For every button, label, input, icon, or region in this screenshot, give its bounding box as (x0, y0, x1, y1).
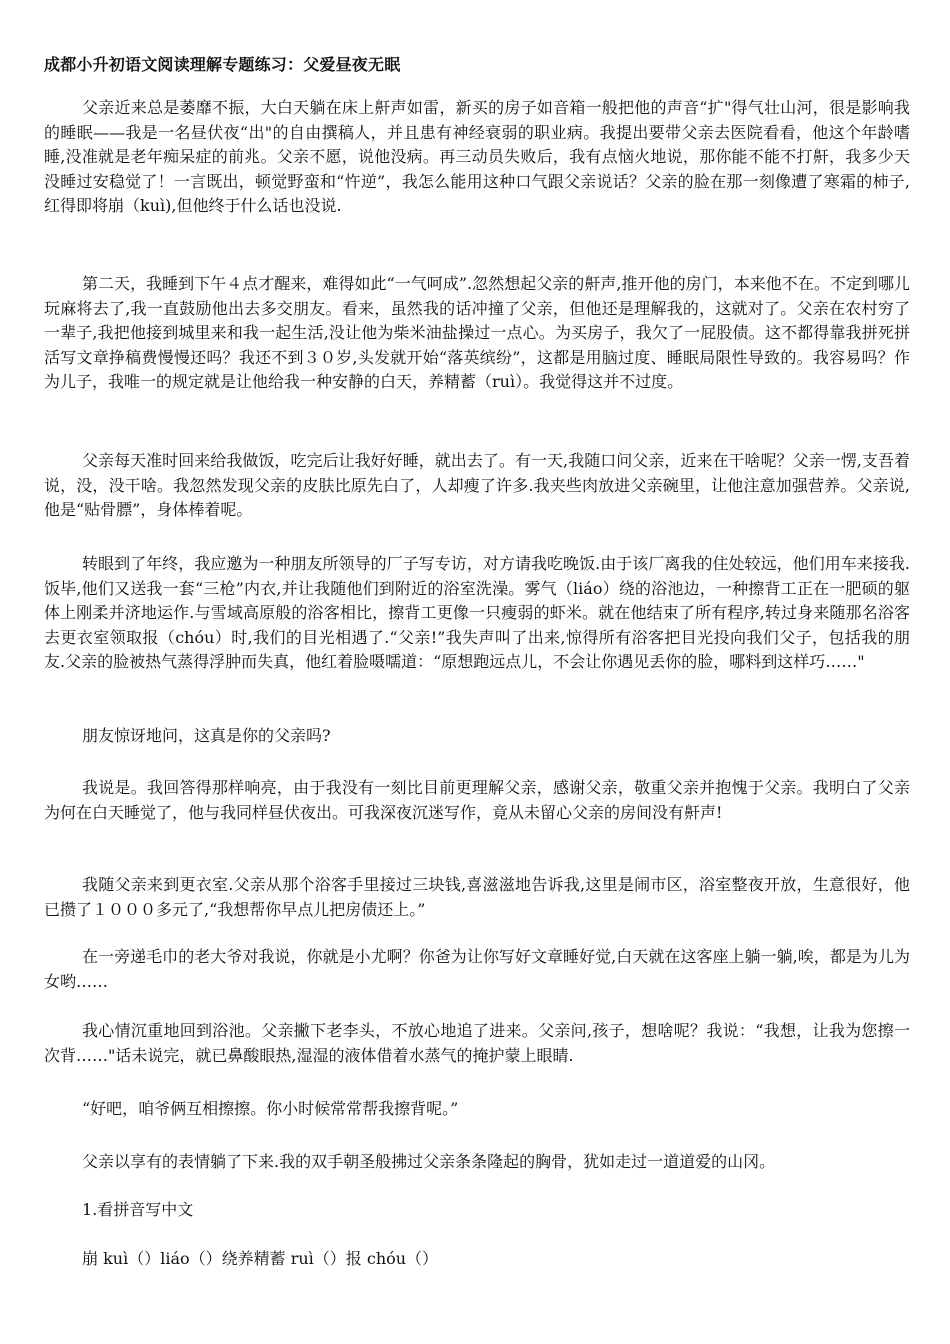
paragraph-1: 父亲近来总是萎靡不振，大白天躺在床上鼾声如雷，新买的房子如音箱一般把他的声音“扩"得气壮山河，很是影响我的睡眠——我是一名昼伏夜“出"的自由撰稿人，并且患有神经衰弱的职业病。我提出要带父亲去医院看看，他这个年龄嗜睡,没准就是老年痴呆症的前兆。父亲不愿，说他没病。再三动员失败后，我有点恼火地说，那你能不能不打鼾，我多少天没睡过安稳觉了！一言既出，顿觉野蛮和“忤逆”，我怎么能用这种口气跟父亲说话？父亲的脸在那一刻像遭了寒霜的柿子,红得即将崩（kuì),但他终于什么话也没说. (44, 98, 910, 215)
paragraph-6: 我说是。我回答得那样响亮，由于我没有一刻比目前更理解父亲，感谢父亲，敬重父亲并抱愧于父亲。我明白了父亲为何在白天睡觉了，他与我同样昼伏夜出。可我深夜沉迷写作，竟从未留心父亲的房间没有鼾声! (44, 778, 910, 822)
question-1-answer-line: 崩 kuì（）liáo（）绕养精蓄 ruì（）报 chóu（） (82, 1249, 439, 1268)
paragraph-3: 父亲每天准时回来给我做饭，吃完后让我好好睡，就出去了。有一天,我随口问父亲，近来在干啥呢？父亲一愣,支吾着说，没，没干啥。我忽然发现父亲的皮肤比原先白了，人却瘦了许多.我夹些肉放进父亲碗里，让他注意加强营养。父亲说,他是“贴骨膘”，身体棒着呢。 (44, 451, 910, 519)
paragraph-2: 第二天，我睡到下午４点才醒来，难得如此“一气呵成”.忽然想起父亲的鼾声,推开他的房门，本来他不在。不定到哪儿玩麻将去了,我一直鼓励他出去多交朋友。看来，虽然我的话冲撞了父亲，但他还是理解我的，这就对了。父亲在农村穷了一辈子,我把他接到城里来和我一起生活,没让他为柴米油盐操过一点心。为买房子，我欠了一屁股债。这不都得靠我拼死拼活写文章挣稿费慢慢还吗？我还不到３０岁,头发就开始“落英缤纷”，这都是用脑过度、睡眠局限性导致的。我容易吗？作为儿子，我唯一的规定就是让他给我一种安静的白天，养精蓄（ruì）。我觉得这并不过度。 (44, 274, 910, 391)
paragraph-8: 在一旁递毛巾的老大爷对我说，你就是小尤啊？你爸为让你写好文章睡好觉,白天就在这客座上躺一躺,唉，都是为儿为女哟…… (44, 947, 910, 991)
paragraph-4: 转眼到了年终，我应邀为一种朋友所领导的厂子写专访，对方请我吃晚饭.由于该厂离我的住处较远，他们用车来接我.饭毕,他们又送我一套“三枪”内衣,并让我随他们到附近的浴室洗澡。雾气（liáo）绕的浴池边，一种擦背工正在一肥硕的躯体上刚柔并济地运作.与雪域高原般的浴客相比，擦背工更像一只瘦弱的虾米。就在他结束了所有程序,转过身来随那名浴客去更衣室领取报（chóu）时,我们的目光相遇了.“父亲!”我失声叫了出来,惊得所有浴客把目光投向我们父子，包括我的朋友.父亲的脸被热气蒸得浮肿而失真，他红着脸嗫嚅道：“原想跑远点儿，不会让你遇见丢你的脸，哪料到这样巧……" (44, 554, 910, 671)
paragraph-5: 朋友惊讶地问，这真是你的父亲吗? (82, 726, 331, 745)
question-1-prompt: 1.看拼音写中文 (82, 1200, 194, 1219)
document-title: 成都小升初语文阅读理解专题练习：父爱昼夜无眠 (44, 55, 401, 74)
paragraph-9: 我心情沉重地回到浴池。父亲撇下老李头，不放心地追了进来。父亲问,孩子，想啥呢？我说：“我想，让我为您擦一次背……"话未说完，就已鼻酸眼热,湿湿的液体借着水蒸气的掩护蒙上眼睛. (44, 1021, 910, 1065)
paragraph-11: 父亲以享有的表情躺了下来.我的双手朝圣般拂过父亲条条隆起的胸骨，犹如走过一道道爱的山冈。 (82, 1152, 776, 1171)
paragraph-7: 我随父亲来到更衣室.父亲从那个浴客手里接过三块钱,喜滋滋地告诉我,这里是闹市区，浴室整夜开放，生意很好，他已攒了１０００多元了,“我想帮你早点儿把房债还上。” (44, 875, 910, 919)
paragraph-10: “好吧，咱爷俩互相擦擦。你小时候常常帮我擦背呢。” (82, 1099, 459, 1118)
